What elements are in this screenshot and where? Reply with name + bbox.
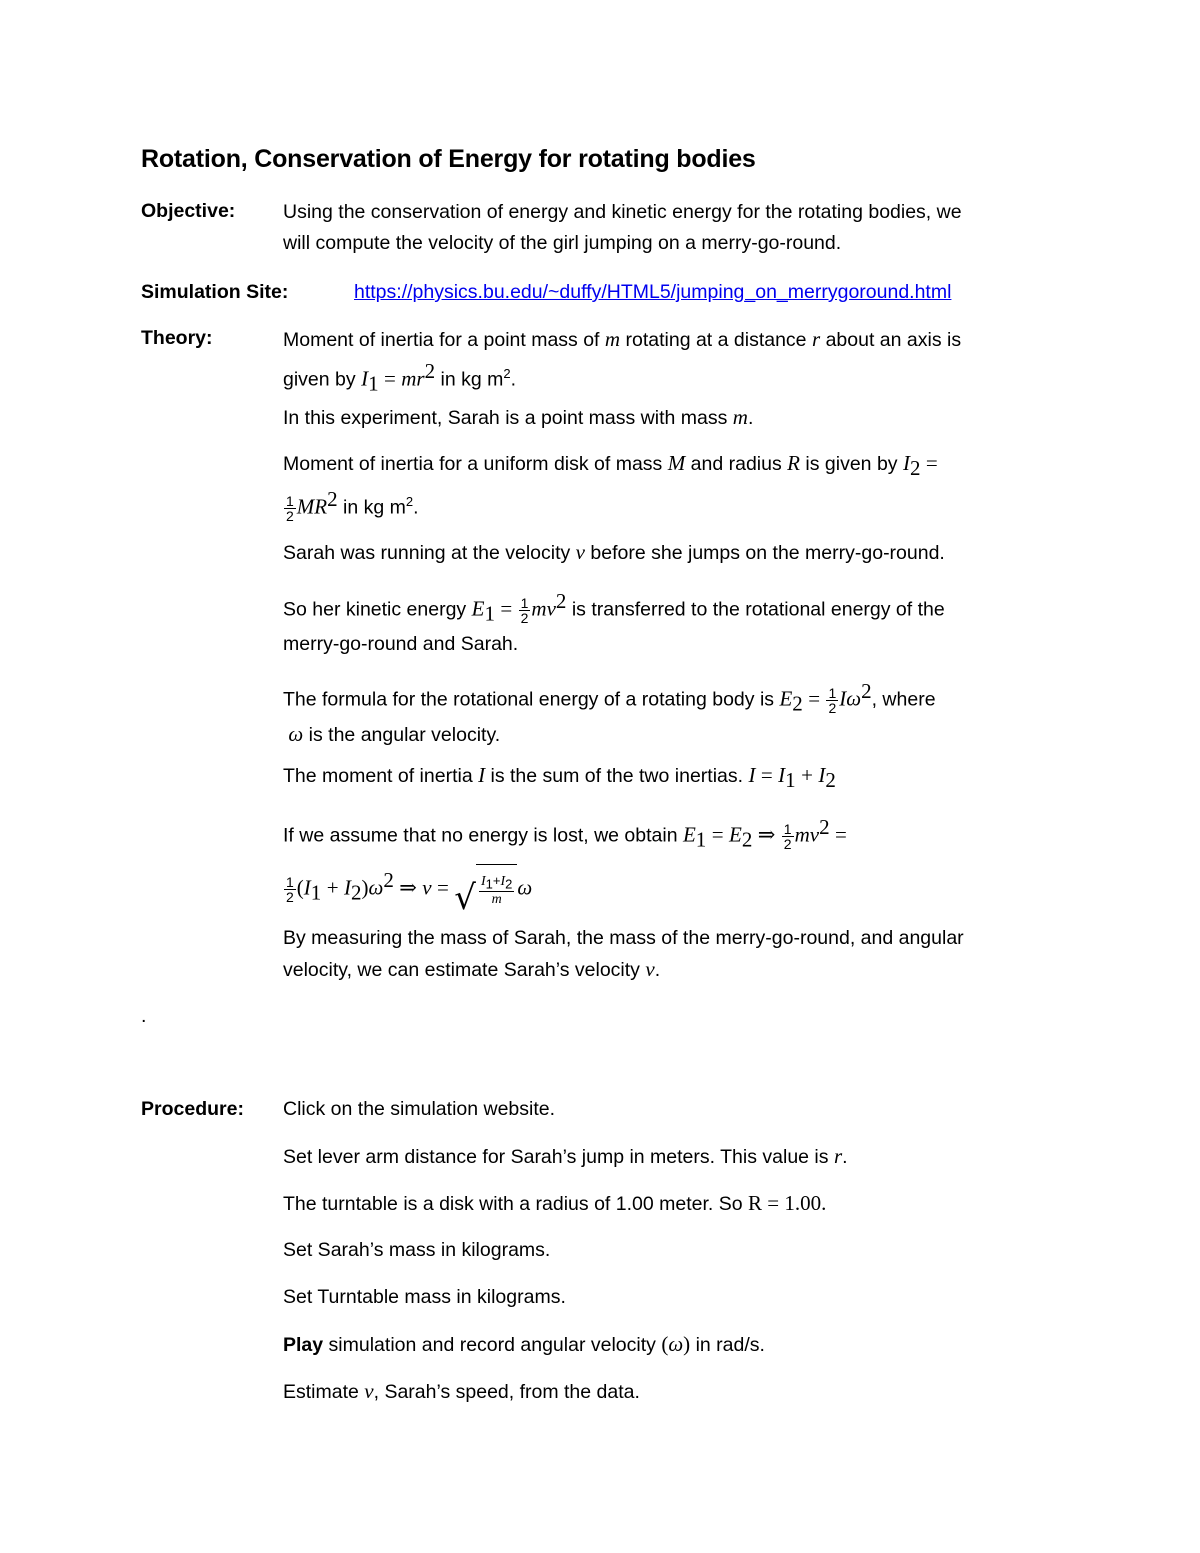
theory-paragraph-9: By measuring the mass of Sarah, the mass of the merry-go-round, and angular velocity, we can estimate Sarah’s velocity v. (283, 927, 964, 981)
simulation-site-label: Simulation Site: (141, 281, 289, 303)
theory-paragraph-2: In this experiment, Sarah is a point mass with mass m. (283, 405, 754, 429)
theory-paragraph-5: So her kinetic energy $E_1$ = $\frac{1}{2}$ $mv^2$ is transferred to the rotational energy of the merry-go-round and Sarah. (283, 589, 945, 656)
procedure-label: Procedure: (141, 1098, 244, 1120)
theory-paragraph-3: Moment of inertia for a uniform disk of mass M and radius R is given by $I_2$ = $\frac{1}{2}$ $MR^2$ in kg $m^2$. (283, 451, 938, 524)
theory-paragraph-8: If we assume that no energy is lost, we obtain $E_1 = E_2$ ⇒ $\frac{1}{2}$ $mv^2$ = (283, 815, 847, 852)
procedure-step-7: Estimate v, Sarah’s speed, from the data. (283, 1379, 640, 1403)
procedure-step-2: Set lever arm distance for Sarah’s jump in meters. This value is r. (283, 1144, 848, 1168)
procedure-step-5: Set Turntable mass in kilograms. (283, 1286, 566, 1308)
procedure-step-6: Play simulation and record angular velocity (ω) in rad/s. (283, 1332, 765, 1356)
theory-paragraph-1: Moment of inertia for a point mass of m rotating at a distance r about an axis is given by $I_1 = mr^2$ in kg $m^2$. (283, 327, 962, 396)
theory-paragraph-7: The moment of inertia I is the sum of the two inertias. $I = I_1 + I_2$ (283, 763, 836, 792)
theory-paragraph-4: Sarah was running at the velocity v before she jumps on the merry-go-round. (283, 540, 945, 564)
page-title: Rotation, Conservation of Energy for rotating bodies (141, 145, 756, 173)
procedure-step-1: Click on the simulation website. (283, 1098, 556, 1120)
theory-equation: $\frac{1}{2}$ $(I_1 + I_2)\omega^2$ ⇒ v = √ $\frac{I_1+I_2}{m}$ ω (283, 855, 1073, 917)
theory-paragraph-6: The formula for the rotational energy of a rotating body is $E_2$ = $\frac{1}{2}$ $I\omega^2$, where ω is the angular velocity. (283, 679, 936, 747)
objective-line-1: Using the conservation of energy and kinetic energy for the rotating bodies, we (283, 201, 962, 223)
simulation-link[interactable]: https://physics.bu.edu/~duffy/HTML5/jumping_on_merrygoround.html (354, 281, 952, 303)
theory-label: Theory: (141, 327, 213, 349)
objective-line-2: will compute the velocity of the girl jumping on a merry-go-round. (283, 232, 842, 254)
procedure-step-4: Set Sarah’s mass in kilograms. (283, 1239, 551, 1261)
objective-text (283, 197, 1073, 259)
separator-dot: . (141, 1005, 147, 1027)
procedure-step-3: The turntable is a disk with a radius of 1.00 meter. So R = 1.00. (283, 1191, 827, 1215)
objective-label: Objective: (141, 200, 236, 222)
